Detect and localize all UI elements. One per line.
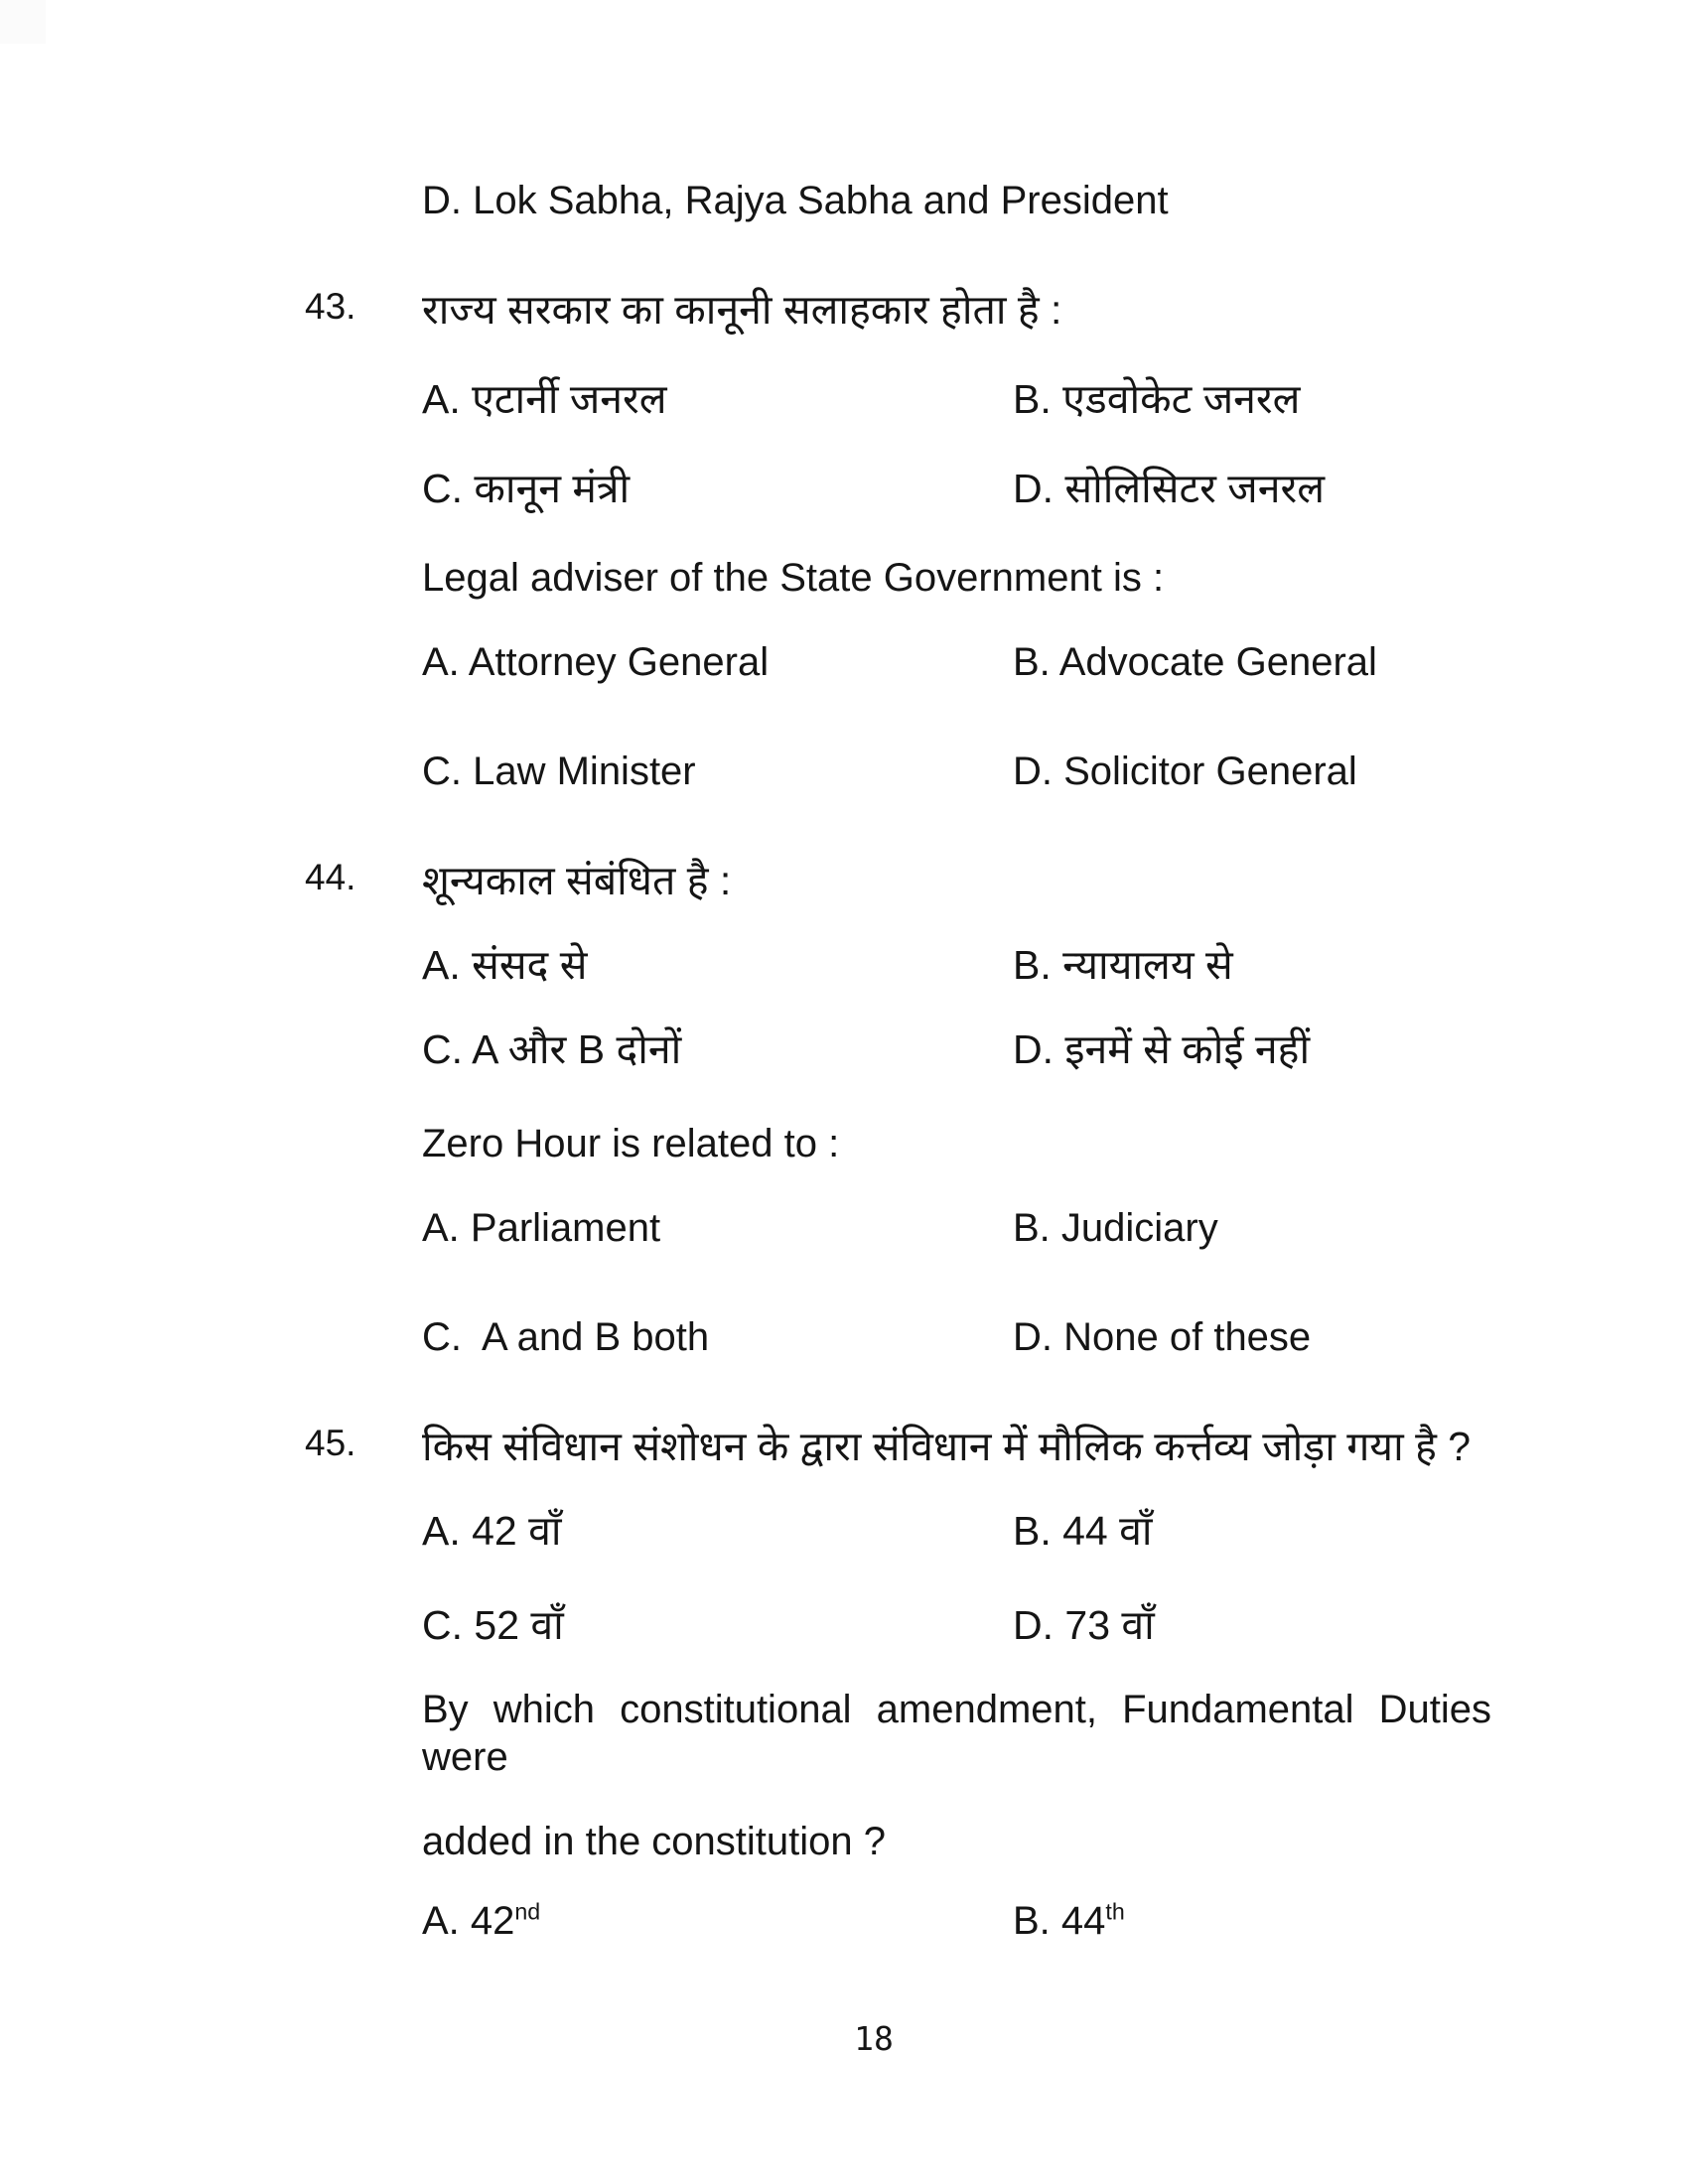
q44-hindi-option-a: A. संसद से <box>422 942 588 988</box>
q45-hindi-option-c: C. 52 वाँ <box>422 1602 564 1648</box>
q43-english-option-b: B. Advocate General <box>1013 640 1377 684</box>
scan-artifact <box>0 0 46 44</box>
question-43-hindi-options-row-1 <box>305 375 1491 423</box>
q44-hindi-option-d: D. इनमें से कोई नहीं <box>1013 1026 1311 1072</box>
question-43-number: 43. <box>305 286 356 327</box>
q44-hindi-option-c: C. A और B दोनों <box>422 1026 682 1072</box>
q45-english-option-b-base: B. 44 <box>1013 1899 1106 1943</box>
q45-english-option-a-base: A. 42 <box>422 1899 515 1943</box>
q45-english-option-a-ordinal: nd <box>514 1898 541 1925</box>
question-43-english-options-row-1 <box>305 638 1491 686</box>
q45-hindi-option-d: D. 73 वाँ <box>1013 1602 1155 1648</box>
q43-hindi-option-d: D. सोलिसिटर जनरल <box>1013 466 1326 511</box>
question-44-english-options-row-2 <box>305 1313 1491 1361</box>
q45-english-option-a <box>422 1897 1013 1945</box>
question-45 <box>305 1423 1491 1470</box>
page-content <box>305 177 1503 1945</box>
q45-english-option-b-ordinal: th <box>1105 1898 1125 1925</box>
q45-hindi-option-b: B. 44 वाँ <box>1013 1508 1153 1554</box>
question-43-english-options-row-2 <box>305 748 1491 795</box>
question-45-english-options-row-1 <box>305 1897 1491 1945</box>
q43-english-option-d: D. Solicitor General <box>1013 750 1357 793</box>
q42-option-d: D. Lok Sabha, Rajya Sabha and President <box>422 179 1169 222</box>
q45-hindi-option-a: A. 42 वाँ <box>422 1508 562 1554</box>
question-45-text-english-line2: added in the constitution ? <box>422 1820 887 1863</box>
q44-english-option-b: B. Judiciary <box>1013 1206 1218 1250</box>
q44-english-option-c: C. A and B both <box>422 1315 710 1359</box>
question-43-text-hindi: राज्य सरकार का कानूनी सलाहकार होता है : <box>422 287 1062 333</box>
question-44-number: 44. <box>305 857 356 897</box>
question-44-text-hindi: शून्यकाल संबंधित है : <box>422 858 732 903</box>
question-43-hindi-options-row-2 <box>305 465 1491 512</box>
question-43 <box>305 286 1491 334</box>
q43-english-option-c: C. Law Minister <box>422 750 696 793</box>
q43-hindi-option-c: C. कानून मंत्री <box>422 466 631 511</box>
q43-hindi-option-b: B. एडवोकेट जनरल <box>1013 376 1301 422</box>
question-44-hindi-options-row-1 <box>305 941 1491 989</box>
question-43-text-english: Legal adviser of the State Government is : <box>422 556 1165 600</box>
page-number: 18 <box>854 2019 894 2058</box>
question-45-number: 45. <box>305 1423 356 1463</box>
question-44-english-options-row-1 <box>305 1204 1491 1252</box>
question-45-hindi-options-row-1 <box>305 1507 1491 1555</box>
question-44 <box>305 857 1491 904</box>
q43-hindi-option-a: A. एटार्नी जनरल <box>422 376 667 422</box>
question-45-text-hindi: किस संविधान संशोधन के द्वारा संविधान में मौलिक कर्त्तव्य जोड़ा गया है ? <box>422 1424 1472 1469</box>
q45-english-option-b <box>1013 1897 1491 1945</box>
question-44-hindi-options-row-2 <box>305 1025 1491 1073</box>
question-45-hindi-options-row-2 <box>305 1601 1491 1649</box>
question-45-text-english-line1: By which constitutional amendment, Fundamental Duties were <box>422 1688 1503 1779</box>
q44-english-option-d: D. None of these <box>1013 1315 1312 1359</box>
q43-english-option-a: A. Attorney General <box>422 640 770 684</box>
q44-hindi-option-b: B. न्यायालय से <box>1013 942 1233 988</box>
question-44-text-english: Zero Hour is related to : <box>422 1122 840 1165</box>
q44-english-option-a: A. Parliament <box>422 1206 661 1250</box>
